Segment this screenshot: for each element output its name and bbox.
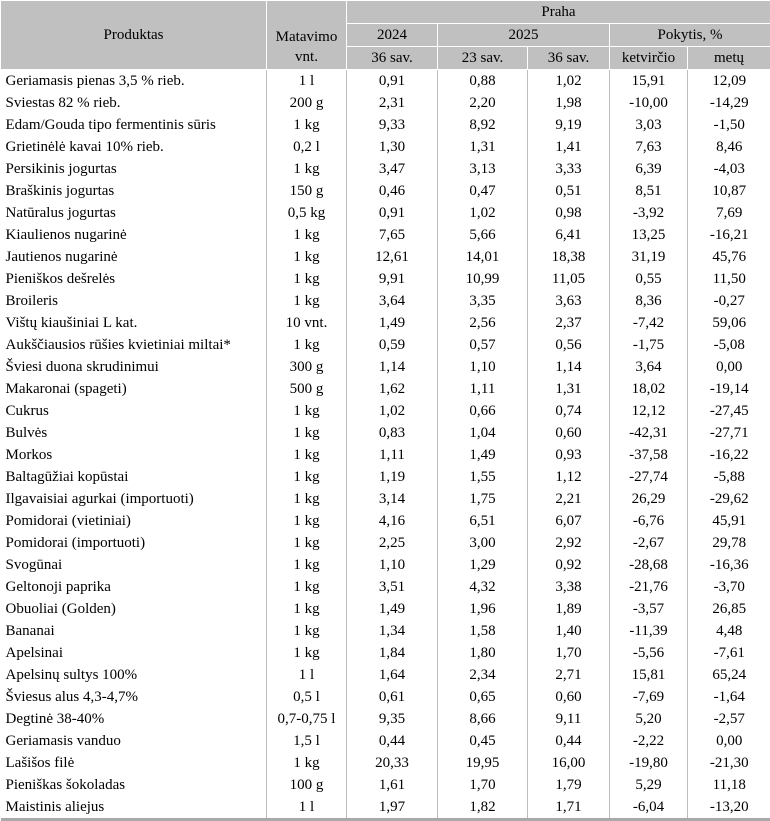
table-row bbox=[1, 136, 770, 158]
price-2025-36: 2,92 bbox=[528, 532, 610, 554]
unit: 1 kg bbox=[267, 246, 347, 268]
table-row bbox=[1, 466, 770, 488]
change-year: 45,76 bbox=[688, 246, 770, 268]
price-2025-36: 1,14 bbox=[528, 356, 610, 378]
price-2025-23: 1,10 bbox=[438, 356, 528, 378]
unit: 1 kg bbox=[267, 752, 347, 774]
price-2025-23: 1,70 bbox=[438, 774, 528, 796]
change-quarter: 6,39 bbox=[610, 158, 688, 180]
price-2024-36: 3,64 bbox=[347, 290, 438, 312]
product-name: Apelsinų sultys 100% bbox=[1, 664, 267, 686]
product-name: Pomidorai (vietiniai) bbox=[1, 510, 267, 532]
product-name: Cukrus bbox=[1, 400, 267, 422]
price-2025-23: 1,31 bbox=[438, 136, 528, 158]
change-quarter: 13,25 bbox=[610, 224, 688, 246]
price-2025-23: 0,66 bbox=[438, 400, 528, 422]
price-2024-36: 0,61 bbox=[347, 686, 438, 708]
price-2025-36: 1,12 bbox=[528, 466, 610, 488]
change-year: -0,27 bbox=[688, 290, 770, 312]
table-row bbox=[1, 180, 770, 202]
price-2025-23: 3,00 bbox=[438, 532, 528, 554]
change-quarter: 3,64 bbox=[610, 356, 688, 378]
header-change: Pokytis, % bbox=[610, 24, 770, 47]
table-row bbox=[1, 268, 770, 290]
change-quarter: 31,19 bbox=[610, 246, 688, 268]
change-quarter: 7,63 bbox=[610, 136, 688, 158]
price-2025-36: 0,92 bbox=[528, 554, 610, 576]
change-quarter: -27,74 bbox=[610, 466, 688, 488]
table-row bbox=[1, 708, 770, 730]
table-row bbox=[1, 158, 770, 180]
price-2024-36: 0,91 bbox=[347, 70, 438, 93]
price-2025-36: 9,11 bbox=[528, 708, 610, 730]
product-name: Lašišos filė bbox=[1, 752, 267, 774]
table-row bbox=[1, 598, 770, 620]
change-year: -2,57 bbox=[688, 708, 770, 730]
product-name: Geriamasis vanduo bbox=[1, 730, 267, 752]
product-name: Bananai bbox=[1, 620, 267, 642]
unit: 0,2 l bbox=[267, 136, 347, 158]
change-year: 26,85 bbox=[688, 598, 770, 620]
table-row bbox=[1, 664, 770, 686]
price-2025-36: 2,71 bbox=[528, 664, 610, 686]
unit: 1 kg bbox=[267, 532, 347, 554]
product-name: Šviesus alus 4,3-4,7% bbox=[1, 686, 267, 708]
change-year: 45,91 bbox=[688, 510, 770, 532]
table-row bbox=[1, 400, 770, 422]
change-year: 7,69 bbox=[688, 202, 770, 224]
product-name: Apelsinai bbox=[1, 642, 267, 664]
change-quarter: 0,55 bbox=[610, 268, 688, 290]
price-2025-36: 0,51 bbox=[528, 180, 610, 202]
price-2025-23: 1,55 bbox=[438, 466, 528, 488]
price-2025-23: 8,66 bbox=[438, 708, 528, 730]
change-quarter: -6,76 bbox=[610, 510, 688, 532]
product-name: Aukščiausios rūšies kvietiniai miltai* bbox=[1, 334, 267, 356]
header-city: Praha bbox=[347, 1, 770, 24]
price-2025-23: 2,20 bbox=[438, 92, 528, 114]
price-2024-36: 7,65 bbox=[347, 224, 438, 246]
price-2025-36: 0,93 bbox=[528, 444, 610, 466]
unit: 0,5 kg bbox=[267, 202, 347, 224]
change-quarter: -11,39 bbox=[610, 620, 688, 642]
price-2024-36: 3,14 bbox=[347, 488, 438, 510]
change-year: 29,78 bbox=[688, 532, 770, 554]
change-year: 8,46 bbox=[688, 136, 770, 158]
change-year: 0,00 bbox=[688, 730, 770, 752]
change-year: -16,36 bbox=[688, 554, 770, 576]
price-2025-23: 3,35 bbox=[438, 290, 528, 312]
header-unit-line1: Matavimo bbox=[267, 1, 347, 47]
table-row bbox=[1, 312, 770, 334]
price-2024-36: 1,11 bbox=[347, 444, 438, 466]
change-quarter: -19,80 bbox=[610, 752, 688, 774]
unit: 1 kg bbox=[267, 400, 347, 422]
table-row bbox=[1, 510, 770, 532]
change-quarter: -5,56 bbox=[610, 642, 688, 664]
product-name: Natūralus jogurtas bbox=[1, 202, 267, 224]
unit: 100 g bbox=[267, 774, 347, 796]
price-2025-23: 19,95 bbox=[438, 752, 528, 774]
unit: 1 kg bbox=[267, 510, 347, 532]
price-2024-36: 4,16 bbox=[347, 510, 438, 532]
header-product: Produktas bbox=[1, 1, 267, 70]
price-2025-36: 2,21 bbox=[528, 488, 610, 510]
change-year: -5,08 bbox=[688, 334, 770, 356]
price-2024-36: 0,59 bbox=[347, 334, 438, 356]
price-2025-36: 6,41 bbox=[528, 224, 610, 246]
price-2024-36: 1,84 bbox=[347, 642, 438, 664]
change-year: -1,64 bbox=[688, 686, 770, 708]
unit: 500 g bbox=[267, 378, 347, 400]
change-year: 0,00 bbox=[688, 356, 770, 378]
price-2024-36: 1,62 bbox=[347, 378, 438, 400]
change-quarter: 15,81 bbox=[610, 664, 688, 686]
price-2025-36: 1,40 bbox=[528, 620, 610, 642]
header-year-2025: 2025 bbox=[438, 24, 610, 47]
price-2025-36: 2,37 bbox=[528, 312, 610, 334]
price-2025-36: 1,89 bbox=[528, 598, 610, 620]
product-name: Degtinė 38-40% bbox=[1, 708, 267, 730]
price-2025-23: 1,75 bbox=[438, 488, 528, 510]
product-name: Vištų kiaušiniai L kat. bbox=[1, 312, 267, 334]
header-change-year: metų bbox=[688, 47, 770, 70]
price-2025-23: 10,99 bbox=[438, 268, 528, 290]
table-row bbox=[1, 444, 770, 466]
price-2025-23: 1,58 bbox=[438, 620, 528, 642]
unit: 0,7-0,75 l bbox=[267, 708, 347, 730]
price-2025-23: 8,92 bbox=[438, 114, 528, 136]
price-2025-23: 1,80 bbox=[438, 642, 528, 664]
table-row bbox=[1, 532, 770, 554]
price-2024-36: 3,47 bbox=[347, 158, 438, 180]
change-quarter: -42,31 bbox=[610, 422, 688, 444]
price-2024-36: 1,34 bbox=[347, 620, 438, 642]
unit: 1 kg bbox=[267, 554, 347, 576]
price-2025-23: 5,66 bbox=[438, 224, 528, 246]
product-name: Broileris bbox=[1, 290, 267, 312]
price-2025-23: 14,01 bbox=[438, 246, 528, 268]
price-2025-23: 0,57 bbox=[438, 334, 528, 356]
table-row bbox=[1, 752, 770, 774]
price-2024-36: 1,02 bbox=[347, 400, 438, 422]
price-2025-23: 4,32 bbox=[438, 576, 528, 598]
unit: 1 kg bbox=[267, 598, 347, 620]
price-2024-36: 1,49 bbox=[347, 312, 438, 334]
header-year-2024: 2024 bbox=[347, 24, 438, 47]
table-row bbox=[1, 554, 770, 576]
product-name: Jautienos nugarinė bbox=[1, 246, 267, 268]
price-2025-36: 0,74 bbox=[528, 400, 610, 422]
unit: 200 g bbox=[267, 92, 347, 114]
product-name: Kiaulienos nugarinė bbox=[1, 224, 267, 246]
table-row bbox=[1, 70, 770, 93]
price-2025-36: 1,41 bbox=[528, 136, 610, 158]
price-2025-23: 0,65 bbox=[438, 686, 528, 708]
product-name: Grietinėlė kavai 10% rieb. bbox=[1, 136, 267, 158]
price-2025-36: 0,56 bbox=[528, 334, 610, 356]
table-row bbox=[1, 246, 770, 268]
price-2024-36: 12,61 bbox=[347, 246, 438, 268]
price-2025-23: 1,96 bbox=[438, 598, 528, 620]
table-row bbox=[1, 224, 770, 246]
price-2024-36: 1,61 bbox=[347, 774, 438, 796]
price-2024-36: 2,31 bbox=[347, 92, 438, 114]
change-quarter: -21,76 bbox=[610, 576, 688, 598]
change-year: -16,21 bbox=[688, 224, 770, 246]
price-2024-36: 0,46 bbox=[347, 180, 438, 202]
change-year: -27,45 bbox=[688, 400, 770, 422]
change-quarter: 12,12 bbox=[610, 400, 688, 422]
product-name: Baltagūžiai kopūstai bbox=[1, 466, 267, 488]
change-year: -7,61 bbox=[688, 642, 770, 664]
change-year: -1,50 bbox=[688, 114, 770, 136]
price-2025-36: 0,60 bbox=[528, 422, 610, 444]
change-year: 10,87 bbox=[688, 180, 770, 202]
table-row bbox=[1, 686, 770, 708]
table-row bbox=[1, 774, 770, 796]
change-year: 11,50 bbox=[688, 268, 770, 290]
change-quarter: -37,58 bbox=[610, 444, 688, 466]
price-2025-23: 3,13 bbox=[438, 158, 528, 180]
change-year: -27,71 bbox=[688, 422, 770, 444]
table-row bbox=[1, 92, 770, 114]
price-2025-36: 16,00 bbox=[528, 752, 610, 774]
unit: 0,5 l bbox=[267, 686, 347, 708]
price-2025-23: 1,29 bbox=[438, 554, 528, 576]
product-name: Pieniškas šokoladas bbox=[1, 774, 267, 796]
price-2024-36: 0,83 bbox=[347, 422, 438, 444]
change-quarter: -3,92 bbox=[610, 202, 688, 224]
price-2024-36: 0,44 bbox=[347, 730, 438, 752]
change-quarter: -3,57 bbox=[610, 598, 688, 620]
price-2025-36: 1,79 bbox=[528, 774, 610, 796]
table-row bbox=[1, 620, 770, 642]
price-2025-36: 0,44 bbox=[528, 730, 610, 752]
unit: 1 kg bbox=[267, 268, 347, 290]
change-quarter: 8,36 bbox=[610, 290, 688, 312]
unit: 1 kg bbox=[267, 114, 347, 136]
unit: 10 vnt. bbox=[267, 312, 347, 334]
price-2024-36: 9,35 bbox=[347, 708, 438, 730]
price-2024-36: 9,33 bbox=[347, 114, 438, 136]
price-2025-23: 0,45 bbox=[438, 730, 528, 752]
change-quarter: 3,03 bbox=[610, 114, 688, 136]
product-name: Geriamasis pienas 3,5 % rieb. bbox=[1, 70, 267, 93]
unit: 1,5 l bbox=[267, 730, 347, 752]
price-2024-36: 1,10 bbox=[347, 554, 438, 576]
price-2024-36: 1,19 bbox=[347, 466, 438, 488]
unit: 300 g bbox=[267, 356, 347, 378]
price-2025-36: 6,07 bbox=[528, 510, 610, 532]
product-name: Obuoliai (Golden) bbox=[1, 598, 267, 620]
table-row bbox=[1, 488, 770, 510]
change-year: -5,88 bbox=[688, 466, 770, 488]
change-year: -4,03 bbox=[688, 158, 770, 180]
unit: 1 kg bbox=[267, 422, 347, 444]
table-row bbox=[1, 422, 770, 444]
change-year: -21,30 bbox=[688, 752, 770, 774]
header-week-2025-36: 36 sav. bbox=[528, 47, 610, 70]
change-quarter: -28,68 bbox=[610, 554, 688, 576]
price-2024-36: 0,91 bbox=[347, 202, 438, 224]
unit: 1 l bbox=[267, 664, 347, 686]
unit: 1 l bbox=[267, 796, 347, 820]
price-2024-36: 1,14 bbox=[347, 356, 438, 378]
change-quarter: 8,51 bbox=[610, 180, 688, 202]
table-row bbox=[1, 334, 770, 356]
price-2024-36: 3,51 bbox=[347, 576, 438, 598]
change-quarter: -2,22 bbox=[610, 730, 688, 752]
product-name: Bulvės bbox=[1, 422, 267, 444]
change-quarter: -1,75 bbox=[610, 334, 688, 356]
change-quarter: -2,67 bbox=[610, 532, 688, 554]
product-name: Šviesi duona skrudinimui bbox=[1, 356, 267, 378]
table-row bbox=[1, 576, 770, 598]
price-2025-36: 1,98 bbox=[528, 92, 610, 114]
price-2025-23: 1,02 bbox=[438, 202, 528, 224]
price-2025-36: 18,38 bbox=[528, 246, 610, 268]
header-unit-line2: vnt. bbox=[267, 47, 347, 70]
unit: 1 kg bbox=[267, 488, 347, 510]
price-2024-36: 20,33 bbox=[347, 752, 438, 774]
table-row bbox=[1, 290, 770, 312]
change-quarter: -7,42 bbox=[610, 312, 688, 334]
unit: 150 g bbox=[267, 180, 347, 202]
change-year: 4,48 bbox=[688, 620, 770, 642]
change-quarter: -7,69 bbox=[610, 686, 688, 708]
change-quarter: 5,20 bbox=[610, 708, 688, 730]
unit: 1 kg bbox=[267, 642, 347, 664]
product-name: Pomidorai (importuoti) bbox=[1, 532, 267, 554]
table-header bbox=[1, 1, 770, 70]
price-2025-23: 1,82 bbox=[438, 796, 528, 820]
price-2024-36: 9,91 bbox=[347, 268, 438, 290]
change-quarter: -10,00 bbox=[610, 92, 688, 114]
change-year: -3,70 bbox=[688, 576, 770, 598]
price-2024-36: 1,30 bbox=[347, 136, 438, 158]
change-year: 12,09 bbox=[688, 70, 770, 93]
unit: 1 kg bbox=[267, 158, 347, 180]
product-name: Svogūnai bbox=[1, 554, 267, 576]
price-2024-36: 1,97 bbox=[347, 796, 438, 820]
header-week-2024-36: 36 sav. bbox=[347, 47, 438, 70]
product-name: Edam/Gouda tipo fermentinis sūris bbox=[1, 114, 267, 136]
product-name: Persikinis jogurtas bbox=[1, 158, 267, 180]
price-2025-23: 1,49 bbox=[438, 444, 528, 466]
unit: 1 kg bbox=[267, 444, 347, 466]
price-2025-23: 1,04 bbox=[438, 422, 528, 444]
change-year: -13,20 bbox=[688, 796, 770, 820]
change-year: -29,62 bbox=[688, 488, 770, 510]
price-2025-36: 11,05 bbox=[528, 268, 610, 290]
change-year: -16,22 bbox=[688, 444, 770, 466]
price-2025-36: 1,70 bbox=[528, 642, 610, 664]
product-name: Braškinis jogurtas bbox=[1, 180, 267, 202]
change-quarter: 5,29 bbox=[610, 774, 688, 796]
product-name: Pieniškos dešrelės bbox=[1, 268, 267, 290]
change-year: 11,18 bbox=[688, 774, 770, 796]
price-2025-36: 3,33 bbox=[528, 158, 610, 180]
price-2025-36: 1,02 bbox=[528, 70, 610, 93]
price-2024-36: 1,64 bbox=[347, 664, 438, 686]
price-2025-23: 2,56 bbox=[438, 312, 528, 334]
header-week-2025-23: 23 sav. bbox=[438, 47, 528, 70]
table-row bbox=[1, 378, 770, 400]
unit: 1 kg bbox=[267, 334, 347, 356]
price-2025-36: 0,60 bbox=[528, 686, 610, 708]
table-row bbox=[1, 642, 770, 664]
price-2025-23: 2,34 bbox=[438, 664, 528, 686]
table-row bbox=[1, 730, 770, 752]
table-row bbox=[1, 356, 770, 378]
price-2025-36: 9,19 bbox=[528, 114, 610, 136]
product-name: Maistinis aliejus bbox=[1, 796, 267, 820]
product-name: Geltonoji paprika bbox=[1, 576, 267, 598]
change-quarter: 15,91 bbox=[610, 70, 688, 93]
change-quarter: -6,04 bbox=[610, 796, 688, 820]
price-2025-36: 3,63 bbox=[528, 290, 610, 312]
change-quarter: 18,02 bbox=[610, 378, 688, 400]
price-2025-23: 6,51 bbox=[438, 510, 528, 532]
product-name: Sviestas 82 % rieb. bbox=[1, 92, 267, 114]
product-name: Ilgavaisiai agurkai (importuoti) bbox=[1, 488, 267, 510]
price-2025-36: 1,31 bbox=[528, 378, 610, 400]
product-name: Makaronai (spageti) bbox=[1, 378, 267, 400]
price-2025-36: 3,38 bbox=[528, 576, 610, 598]
unit: 1 kg bbox=[267, 620, 347, 642]
change-year: 65,24 bbox=[688, 664, 770, 686]
unit: 1 kg bbox=[267, 576, 347, 598]
table-body bbox=[1, 70, 770, 820]
price-2024-36: 1,49 bbox=[347, 598, 438, 620]
price-2025-23: 1,11 bbox=[438, 378, 528, 400]
change-year: 59,06 bbox=[688, 312, 770, 334]
unit: 1 l bbox=[267, 70, 347, 93]
unit: 1 kg bbox=[267, 466, 347, 488]
change-year: -19,14 bbox=[688, 378, 770, 400]
unit: 1 kg bbox=[267, 224, 347, 246]
table-row bbox=[1, 202, 770, 224]
change-year: -14,29 bbox=[688, 92, 770, 114]
change-quarter: 26,29 bbox=[610, 488, 688, 510]
header-change-quarter: ketvirčio bbox=[610, 47, 688, 70]
price-2025-36: 1,71 bbox=[528, 796, 610, 820]
price-2025-36: 0,98 bbox=[528, 202, 610, 224]
price-2024-36: 2,25 bbox=[347, 532, 438, 554]
price-2025-23: 0,47 bbox=[438, 180, 528, 202]
unit: 1 kg bbox=[267, 290, 347, 312]
price-2025-23: 0,88 bbox=[438, 70, 528, 93]
table-row bbox=[1, 114, 770, 136]
product-name: Morkos bbox=[1, 444, 267, 466]
